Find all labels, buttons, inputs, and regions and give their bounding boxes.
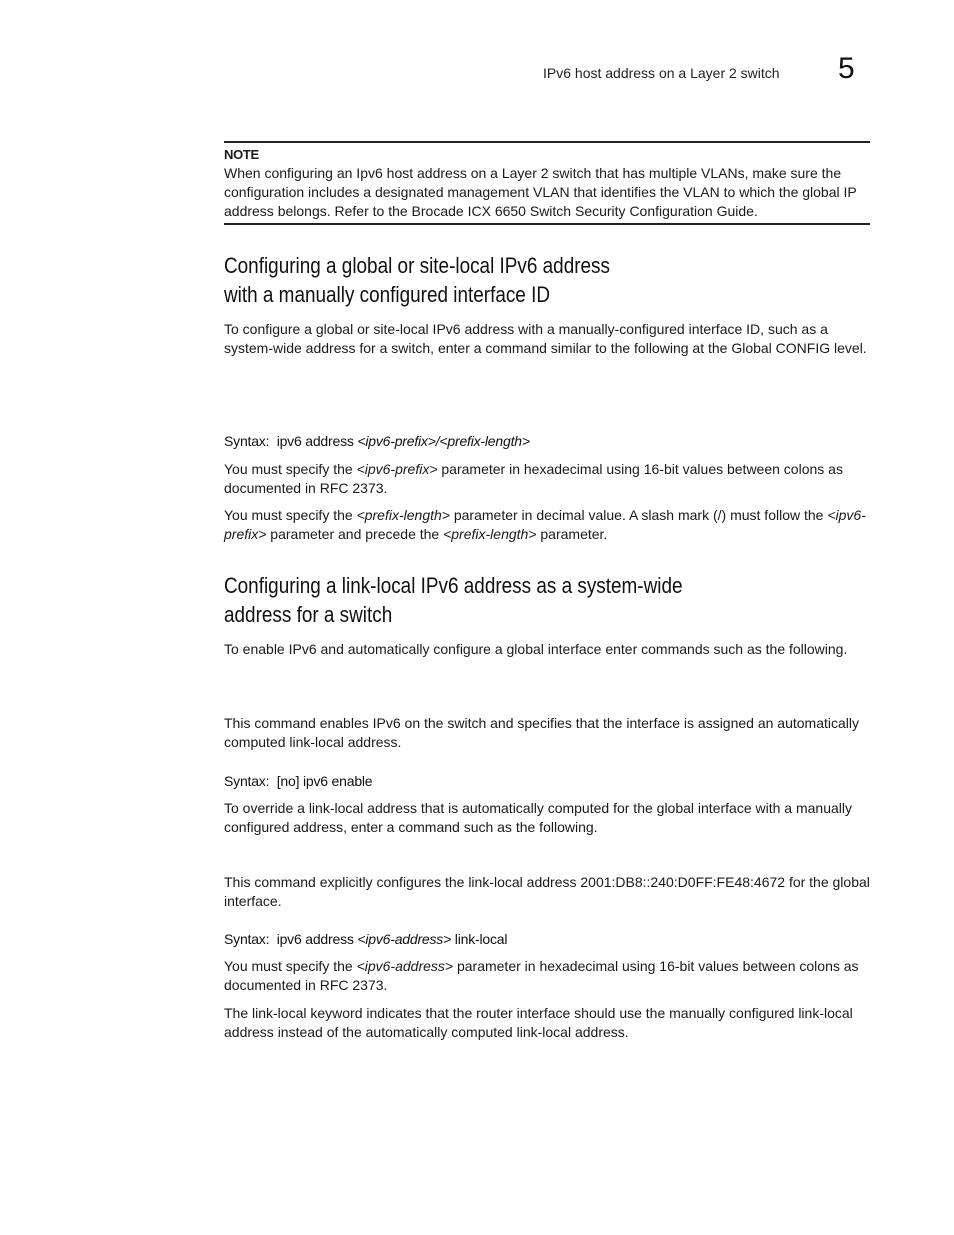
link-local-description: This command explicitly configures the link-local address 2001:DB8::240:D0FF:FE48:4672 for the global interface. [224, 874, 870, 909]
note-label: NOTE [224, 147, 259, 162]
syntax-command: ipv6 enable [302, 773, 373, 789]
param-description-ipv6-prefix [224, 460, 870, 498]
text-run: parameter and precede the [266, 526, 444, 542]
text-run: You must specify the [224, 958, 357, 974]
parameter-name: <ipv6-prefix> [356, 461, 438, 477]
syntax-ipv6-enable [224, 772, 372, 791]
syntax-command: ipv6 address [276, 931, 354, 947]
syntax-argument: <ipv6-address> [357, 931, 452, 947]
section-heading-link-local [224, 571, 706, 629]
text-run: The [224, 1005, 253, 1021]
syntax-label: Syntax: [224, 773, 270, 789]
heading-line: with a manually configured interface ID [224, 282, 551, 307]
section2-intro: To enable IPv6 and automatically configure a global interface enter commands such as the following. [224, 641, 848, 657]
override-description: To override a link-local address that is automatically computed for the global interface with a manually configured address, enter a command such as the following. [224, 800, 852, 835]
syntax-argument: <prefix-length> [439, 433, 530, 449]
note-text: When configuring an Ipv6 host address on a Layer 2 switch that has multiple VLANs, make sure the configuration includes a designated management VLAN that identifies the VLAN to which the global IP address belongs. Refer to the Brocade ICX 6650 Switch Security Configuration Guide. [224, 165, 857, 219]
param-description-ipv6-address [224, 957, 870, 995]
heading-line: Configuring a global or site-local IPv6 address [224, 253, 610, 278]
param-description-prefix-length [224, 506, 870, 544]
section1-intro: To configure a global or site-local IPv6 address with a manually-configured interface ID, such as a system-wide address for a switch, enter a command similar to the following at the Global CONFIG level. [224, 321, 867, 356]
running-header-title: IPv6 host address on a Layer 2 switch [543, 65, 780, 81]
parameter-name: <ipv6-address> [356, 958, 454, 974]
syntax-no-keyword: no [280, 773, 296, 789]
text-run: parameter in hexadecimal using 16-bit values between colons as documented in RFC 2373. [224, 958, 859, 993]
text-run: You must specify the [224, 507, 357, 523]
note-box [224, 141, 870, 225]
parameter-name: <prefix-length> [356, 507, 450, 523]
heading-line: address for a switch [224, 602, 393, 627]
optional-close-bracket: ] [295, 773, 300, 789]
text-run: parameter in decimal value. A slash mark (/) must follow the [449, 507, 828, 523]
keyword-description-link-local [224, 1004, 870, 1042]
syntax-separator: / [435, 433, 440, 449]
syntax-ipv6-address-link-local [224, 930, 507, 949]
syntax-link-local-keyword: link-local [454, 931, 508, 947]
syntax-ipv6-address-prefix [224, 432, 530, 451]
syntax-label: Syntax: [224, 931, 270, 947]
chapter-number: 5 [838, 52, 855, 85]
syntax-command: ipv6 address [276, 433, 354, 449]
heading-line: Configuring a link-local IPv6 address as a system-wide [224, 573, 683, 598]
text-run: parameter in hexadecimal using 16-bit values between colons as documented in RFC 2373. [224, 461, 843, 496]
text-run: keyword indicates that the router interface should use the manually configured link-local address instead of the automatically computed link-local address. [224, 1005, 853, 1040]
parameter-name: <prefix-length> [443, 526, 537, 542]
syntax-label: Syntax: [224, 433, 270, 449]
syntax-argument: <ipv6-prefix> [357, 433, 436, 449]
parameter-name: <ipv6-prefix> [224, 507, 866, 542]
enable-description: This command enables IPv6 on the switch and specifies that the interface is assigned an automatically computed link-local address. [224, 715, 860, 750]
keyword-name: link-local [252, 1005, 307, 1021]
section-heading-global-address [224, 251, 706, 309]
text-run: You must specify the [224, 461, 357, 477]
text-run: parameter. [536, 526, 608, 542]
optional-open-bracket: [ [276, 773, 281, 789]
